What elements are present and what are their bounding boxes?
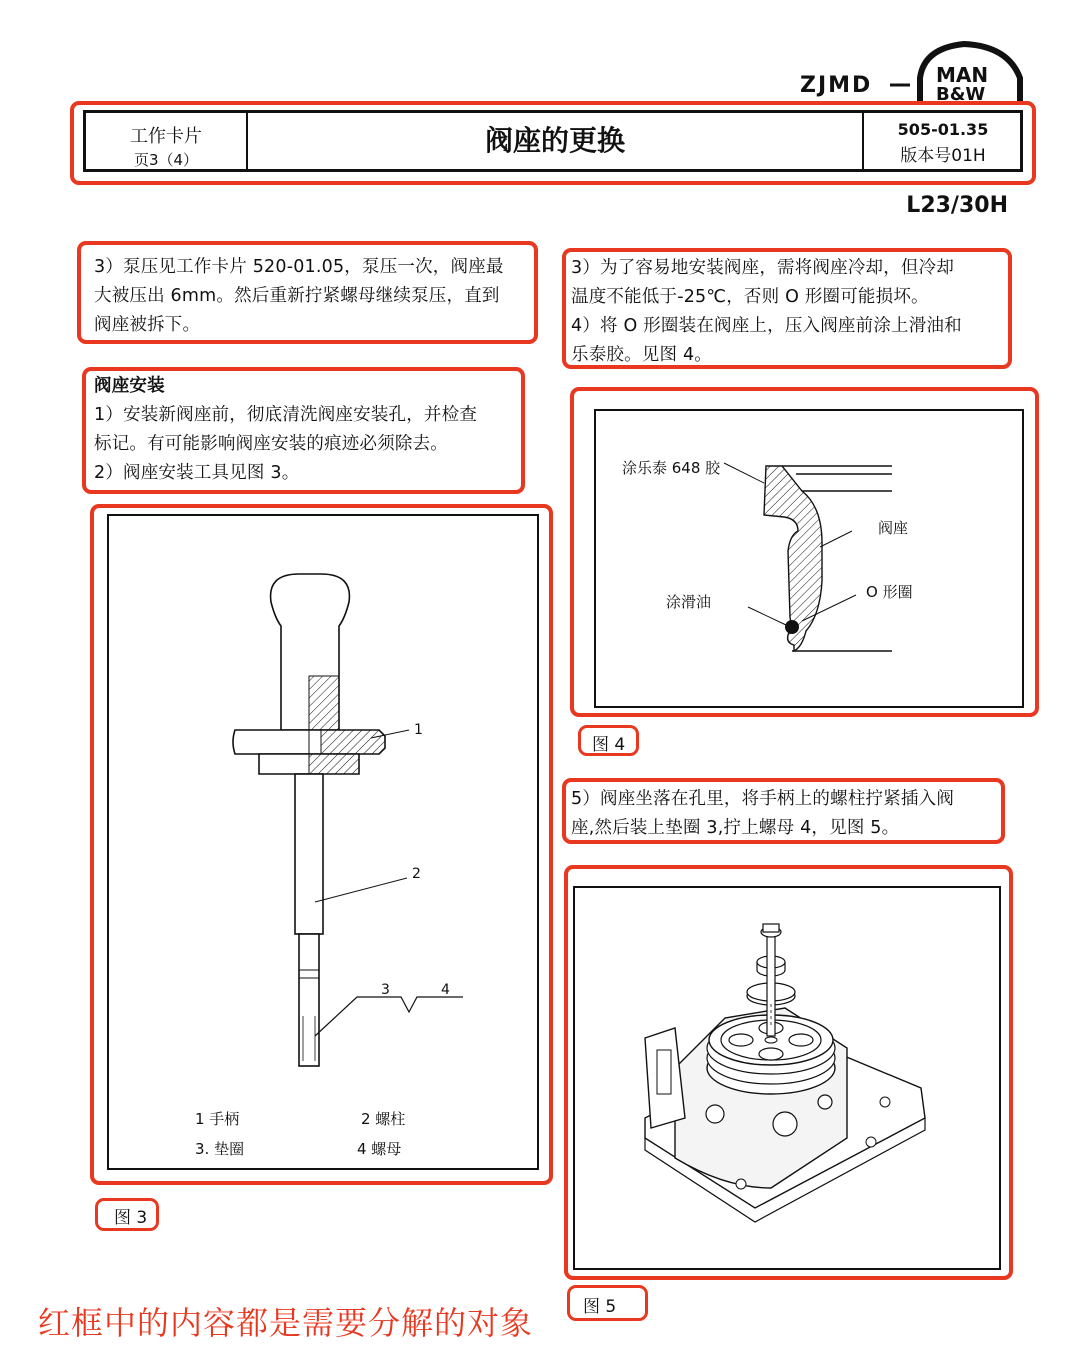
right-step4-line2: 乐泰胶。见图 4。 [571,345,712,365]
right-step5-line1: 5）阀座坐落在孔里，将手柄上的螺柱拧紧插入阀 [571,789,955,809]
right-step4-line1: 4）将 O 形圈装在阀座上，压入阀座前涂上滑油和 [571,316,962,336]
highlight-figure-5 [564,865,1013,1280]
highlight-install [82,367,525,494]
highlight-header [70,101,1036,185]
figure-4-caption: 图 4 [592,735,626,755]
highlight-left-step3 [77,241,538,344]
highlight-figure-4 [570,387,1039,717]
engine-model: L23/30H [906,193,1008,218]
fig3-callout-2: 2 [412,866,421,882]
fig3-legend-4: 4 螺母 [357,1140,402,1158]
left-step3-line3: 阀座被拆下。 [94,315,201,335]
highlight-figure-3 [90,504,553,1185]
figure-5-caption: 图 5 [583,1297,617,1317]
left-step3-line1: 3）泵压见工作卡片 520-01.05，泵压一次，阀座最 [94,257,504,277]
version-label: 版本号01H [900,146,986,166]
right-step3-line1: 3）为了容易地安装阀座，需将阀座冷却，但冷却 [571,258,955,278]
fig3-callout-4: 4 [441,982,450,998]
highlight-right-step5 [562,778,1005,844]
fig3-callout-1: 1 [414,722,423,738]
install-line2: 标记。有可能影响阀座安装的痕迹必须除去。 [94,434,448,454]
install-line3: 2）阀座安装工具见图 3。 [94,463,300,483]
brand-text: ZJMD [800,73,873,98]
fig3-legend-3: 3. 垫圈 [195,1140,245,1158]
highlight-figure-4-caption [578,725,639,756]
page-label: 页3（4） [133,151,199,169]
fig3-legend-2: 2 螺柱 [361,1110,406,1128]
fig4-label-oil: 涂滑油 [666,593,712,611]
highlight-figure-5-caption [567,1285,648,1321]
right-step5-line2: 座,然后装上垫圈 3,拧上螺母 4，见图 5。 [571,818,900,838]
fig4-label-loctite: 涂乐泰 648 胶 [622,459,721,477]
install-heading: 阀座安装 [94,376,165,396]
install-line1: 1）安装新阀座前，彻底清洗阀座安装孔，并检查 [94,405,478,425]
highlight-figure-3-caption [95,1198,159,1231]
fig4-label-oring: O 形圈 [866,583,913,601]
right-step3-line2: 温度不能低于-25℃，否则 O 形圈可能损坏。 [571,287,929,307]
card-label: 工作卡片 [130,126,202,147]
doc-number: 505-01.35 [897,120,989,139]
brand-logo [798,40,1038,102]
brand-logo-line1: MAN [936,63,989,87]
fig4-label-seat: 阀座 [878,519,909,537]
fig3-legend-1: 1 手柄 [195,1110,240,1128]
brand-logo-line2: B&W [936,84,986,102]
fig3-callout-3: 3 [381,982,390,998]
page-title: 阀座的更换 [484,124,625,157]
figure-3-caption: 图 3 [114,1208,148,1228]
annotation-note: 红框中的内容都是需要分解的对象 [38,1304,534,1342]
highlight-right-step3-4 [562,248,1012,369]
left-step3-line2: 大被压出 6mm。然后重新拧紧螺母继续泵压，直到 [94,286,500,306]
